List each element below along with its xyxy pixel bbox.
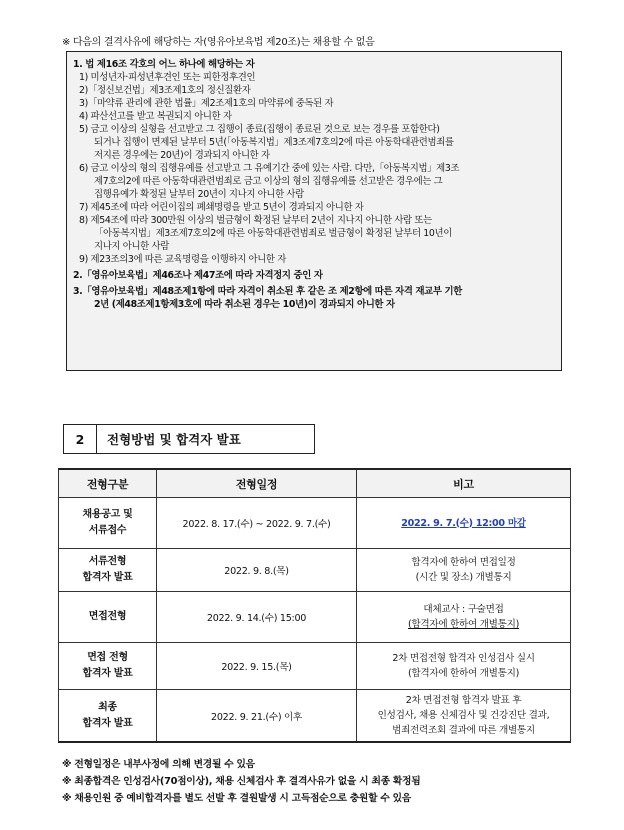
note-line: 대체교사 : 구술면접 (423, 604, 504, 615)
table-row (59, 690, 571, 743)
row-date: 2022. 9. 8.(목) (157, 549, 357, 592)
disq-sub-5-line-1: 5) 금고 이상의 실형을 선고받고 그 집행이 종료(집행이 종료된 것으로 보는 경우를 포함한다) (79, 124, 440, 135)
disqualification-box (66, 51, 562, 371)
row-category: 면접 전형 합격자 발표 (59, 643, 157, 690)
table-header-row (59, 469, 571, 498)
disq-sub-6-line-2: 제7호의2에 따른 아동학대관련범죄로 금고 이상의 형의 집행유예를 선고받은 경우에는 그 (94, 176, 443, 187)
footnote-1: ※ 전형일정은 내부사정에 의해 변경될 수 있음 (62, 759, 255, 770)
disq-sub-5-line-2: 되거나 집행이 면제된 날부터 5년(「아동복지법」제3조제7호의2에 따른 아동학대관련범죄를 (94, 137, 454, 148)
disq-sub-7: 7) 제45조에 따라 어린이집의 폐쇄명령을 받고 5년이 경과되지 아니한 자 (79, 202, 364, 213)
disq-sub-8-line-1: 8) 제54조에 따라 300만원 이상의 벌금형이 확정된 날부터 2년이 지나지 아니한 사람 또는 (79, 215, 432, 226)
disq-item-2: 2.「영유아보육법」제46조나 제47조에 따라 자격정지 중인 자 (73, 270, 323, 281)
note-line: (합격자에 한하여 개별통지) (407, 619, 520, 630)
note-line: 2차 면접전형 합격자 발표 후 (405, 695, 522, 706)
disq-sub-2: 2)「정신보건법」제3조제1호의 정신질환자 (79, 85, 251, 96)
disq-sub-3: 3)「마약류 관리에 관한 법률」제2조제1호의 마약류에 중독된 자 (79, 98, 334, 109)
row-date: 2022. 9. 14.(수) 15:00 (157, 592, 357, 643)
note-line: 합격자에 한하여 면접일정 (411, 557, 516, 568)
row-category: 서류전형 합격자 발표 (59, 549, 157, 592)
disq-sub-1: 1) 미성년자·피성년후견인 또는 피한정후견인 (79, 72, 256, 83)
disq-item-1-title: 1. 법 제16조 각호의 어느 하나에 해당하는 자 (73, 59, 255, 70)
row-category: 면접전형 (59, 592, 157, 643)
row-category: 채용공고 및 서류접수 (59, 498, 157, 549)
note-line: (시간 및 장소) 개별통지 (415, 572, 512, 583)
header-note: 비고 (357, 469, 571, 498)
intro-note: ※ 다음의 결격사유에 해당하는 자(영유아보육법 제20조)는 채용할 수 없음 (62, 37, 375, 48)
row-note (357, 643, 571, 690)
table-row (59, 592, 571, 643)
disq-item-3-line-1: 3.「영유아보육법」제48조제1항에 따라 자격이 취소된 후 같은 조 제2항에 따른 자격 재교부 기한 (73, 286, 462, 297)
table-row (59, 549, 571, 592)
disq-sub-6-line-1: 6) 금고 이상의 형의 집행유예를 선고받고 그 유예기간 중에 있는 사람. 다만,「아동복지법」제3조 (79, 163, 460, 174)
row-note (357, 498, 571, 549)
row-note (357, 690, 571, 743)
note-line: 범죄전력조회 결과에 따른 개별통지 (392, 725, 535, 736)
footnote-3: ※ 채용인원 중 예비합격자를 별도 선발 후 결원발생 시 고득점순으로 충원할 수 있음 (62, 793, 411, 804)
deadline-text: 2022. 9. 7.(수) 12:00 마감 (401, 517, 526, 529)
header-category: 전형구분 (59, 469, 157, 498)
table-row (59, 643, 571, 690)
note-line: (합격자에 한하여 개별통지) (407, 668, 520, 679)
row-category: 최종 합격자 발표 (59, 690, 157, 743)
footnote-2: ※ 최종합격은 인성검사(70점이상), 채용 신체검사 후 결격사유가 없을 시 최종 확정됨 (62, 776, 421, 787)
disq-sub-8-line-3: 지나지 아니한 사람 (94, 241, 169, 252)
disq-sub-8-line-2: 「아동복지법」제3조제7호의2에 따른 아동학대관련범죄로 벌금형이 확정된 날부터 10년이 (94, 228, 452, 239)
disq-sub-6-line-3: 집행유예가 확정된 날부터 20년이 지나지 아니한 사람 (94, 189, 304, 200)
row-date: 2022. 8. 17.(수) ~ 2022. 9. 7.(수) (157, 498, 357, 549)
header-date: 전형일정 (157, 469, 357, 498)
row-note (357, 549, 571, 592)
disq-sub-5-line-3: 저지른 경우에는 20년)이 경과되지 아니한 자 (94, 150, 270, 161)
schedule-table (58, 468, 571, 743)
row-date: 2022. 9. 15.(목) (157, 643, 357, 690)
row-date: 2022. 9. 21.(수) 이후 (157, 690, 357, 743)
note-line: 2차 면접전형 합격자 인성검사 실시 (392, 653, 535, 664)
disq-sub-4: 4) 파산선고를 받고 복권되지 아니한 자 (79, 111, 232, 122)
note-line: 인성검사, 채용 신체검사 및 건강진단 결과, (377, 710, 550, 721)
section-number: 2 (63, 424, 97, 454)
footnotes (62, 756, 582, 807)
row-note (357, 592, 571, 643)
disq-item-3-line-2: 2년 (제48조제1항제3호에 따라 취소된 경우는 10년)이 경과되지 아니한 자 (94, 299, 395, 310)
disq-sub-9: 9) 제23조의3에 따른 교육명령을 이행하지 아니한 자 (79, 254, 286, 265)
section-title: 전형방법 및 합격자 발표 (97, 424, 315, 454)
table-row (59, 498, 571, 549)
